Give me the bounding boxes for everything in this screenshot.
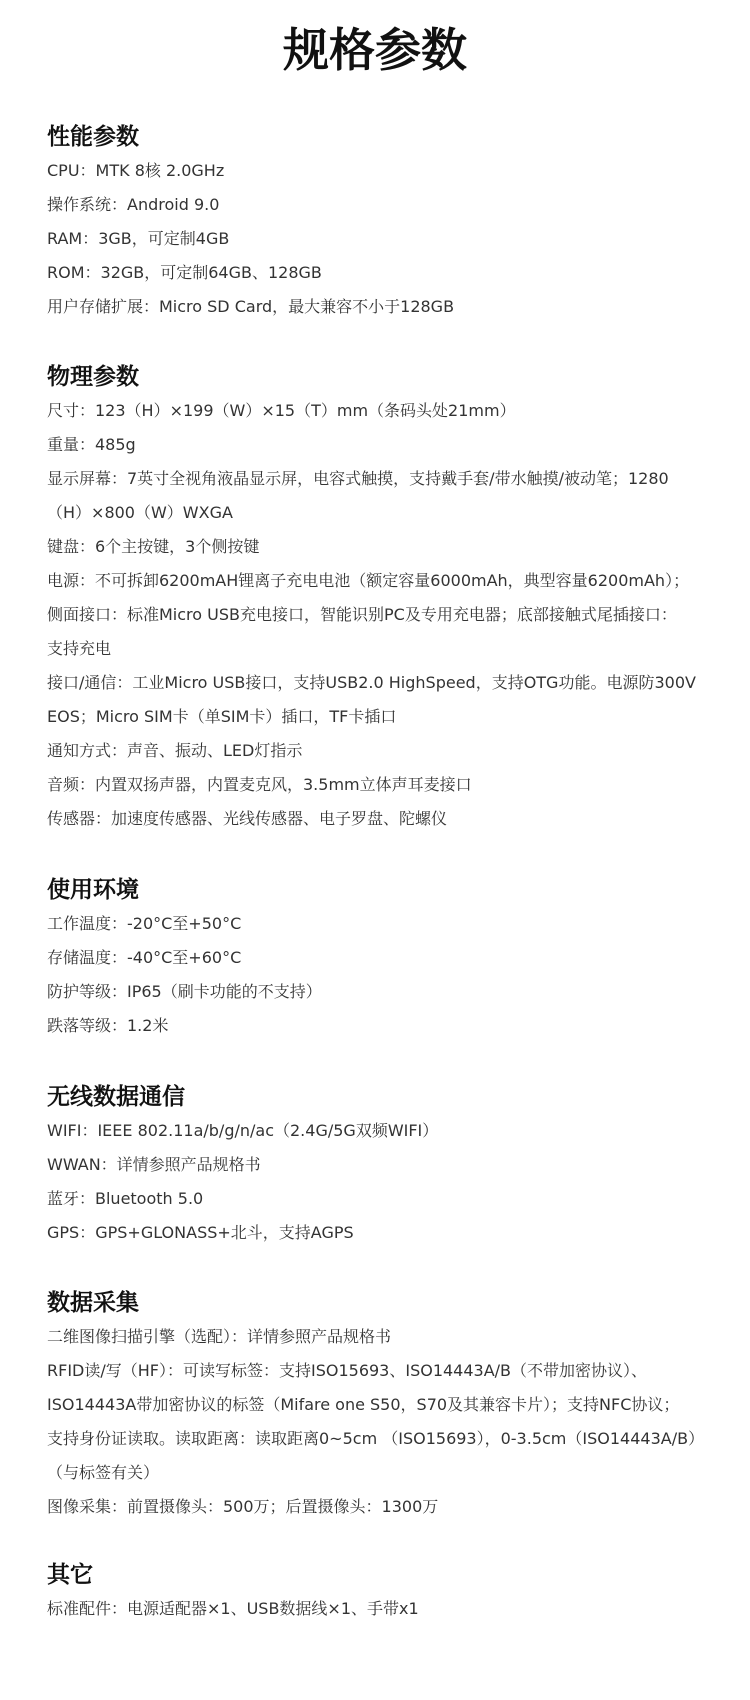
section-title: 其它 xyxy=(47,1562,93,1588)
spec-line: 存储温度：-40°C至+60°C xyxy=(47,948,242,967)
spec-line: WWAN：详情参照产品规格书 xyxy=(47,1155,261,1174)
spec-line: WIFI：IEEE 802.11a/b/g/n/ac（2.4G/5G双频WIFI） xyxy=(47,1121,439,1140)
spec-line: 支持充电 xyxy=(47,639,112,658)
spec-line: ISO14443A带加密协议的标签（Mifare one S50，S70及其兼容卡片）；支持NFC协议； xyxy=(47,1395,680,1414)
spec-line: 接口/通信：工业Micro USB接口，支持USB2.0 HighSpeed，支持OTG功能。电源防300V xyxy=(47,673,696,692)
spec-line: 音频：内置双扬声器，内置麦克风，3.5mm立体声耳麦接口 xyxy=(47,775,472,794)
spec-line: ROM：32GB，可定制64GB、128GB xyxy=(47,263,322,282)
spec-line: 二维图像扫描引擎（选配）：详情参照产品规格书 xyxy=(47,1327,392,1346)
spec-line: 传感器：加速度传感器、光线传感器、电子罗盘、陀螺仪 xyxy=(47,809,448,828)
section-title: 无线数据通信 xyxy=(47,1084,185,1110)
spec-line: 尺寸：123（H）×199（W）×15（T）mm（条码头处21mm） xyxy=(47,401,516,420)
spec-line: 通知方式：声音、振动、LED灯指示 xyxy=(47,741,303,760)
spec-line: CPU：MTK 8核 2.0GHz xyxy=(47,161,225,180)
spec-line: 工作温度：-20°C至+50°C xyxy=(47,914,242,933)
section-title: 使用环境 xyxy=(47,877,139,903)
spec-line: 标准配件：电源适配器×1、USB数据线×1、手带x1 xyxy=(47,1599,419,1618)
section-performance xyxy=(47,122,727,324)
section-physical xyxy=(47,362,727,836)
spec-line: 键盘：6个主按键，3个侧按键 xyxy=(47,537,260,556)
spec-line: 支持身份证读取。读取距离：读取距离0~5cm （ISO15693），0-3.5cm（ISO14443A/B） xyxy=(47,1429,705,1448)
section-title: 物理参数 xyxy=(47,364,139,390)
spec-line: （与标签有关） xyxy=(47,1463,160,1482)
spec-line: 蓝牙：Bluetooth 5.0 xyxy=(47,1189,204,1208)
section-title: 数据采集 xyxy=(47,1290,139,1316)
spec-line: 重量：485g xyxy=(47,435,136,454)
spec-line: 图像采集：前置摄像头：500万；后置摄像头：1300万 xyxy=(47,1497,439,1516)
spec-line: 侧面接口：标准Micro USB充电接口，智能识别PC及专用充电器；底部接触式尾插接口： xyxy=(47,605,677,624)
spec-line: RAM：3GB，可定制4GB xyxy=(47,229,230,248)
spec-line: 显示屏幕：7英寸全视角液晶显示屏，电容式触摸，支持戴手套/带水触摸/被动笔；1280 xyxy=(47,469,669,488)
spec-line: EOS；Micro SIM卡（单SIM卡）插口，TF卡插口 xyxy=(47,707,397,726)
page-title: 规格参数 xyxy=(283,23,467,77)
spec-line: GPS：GPS+GLONASS+北斗，支持AGPS xyxy=(47,1223,354,1242)
section-other xyxy=(47,1560,727,1626)
section-data-capture xyxy=(47,1288,727,1524)
spec-line: 跌落等级：1.2米 xyxy=(47,1016,169,1035)
spec-line: RFID读/写（HF）：可读写标签：支持ISO15693、ISO14443A/B（不带加密协议）、 xyxy=(47,1361,648,1380)
section-title: 性能参数 xyxy=(47,124,139,150)
spec-line: 电源：不可拆卸6200mAH锂离子充电电池（额定容量6000mAh，典型容量6200mAh）； xyxy=(47,571,690,590)
spec-line: （H）×800（W）WXGA xyxy=(47,503,233,522)
spec-line: 操作系统：Android 9.0 xyxy=(47,195,220,214)
spec-line: 用户存储扩展：Micro SD Card，最大兼容不小于128GB xyxy=(47,297,455,316)
section-environment xyxy=(47,875,727,1043)
section-wireless xyxy=(47,1082,727,1250)
spec-line: 防护等级：IP65（刷卡功能的不支持） xyxy=(47,982,322,1001)
